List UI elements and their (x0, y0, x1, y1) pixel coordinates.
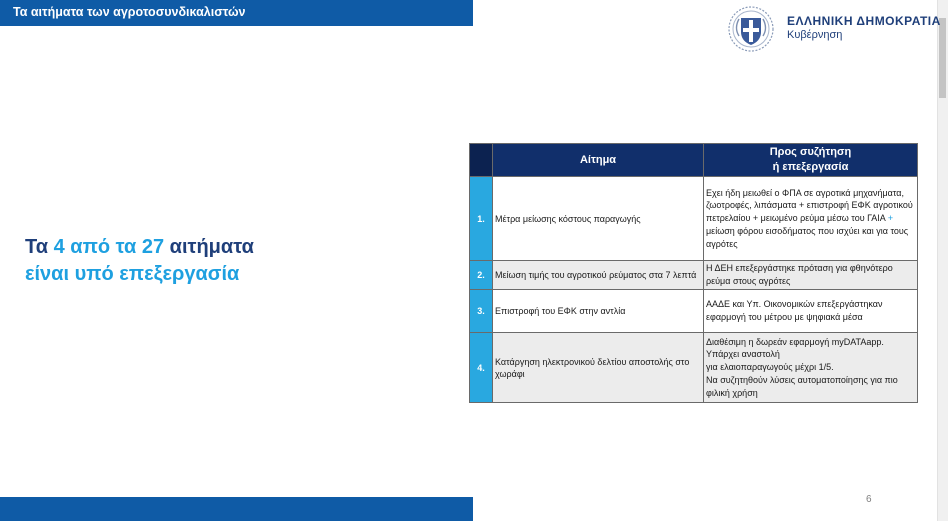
row-status-line: για ελαιοπαραγωγούς μέχρι 1/5. (706, 362, 834, 373)
header-status (704, 144, 918, 177)
page-number: 6 (866, 494, 872, 505)
slide-title: Τα αιτήματα των αγροτοσυνδικαλιστών (13, 5, 246, 19)
row-status-text: μείωση φόρου εισοδήματος που ισχύει και για τους αγρότες (706, 225, 909, 249)
header-status-line-2: ή επεξεργασία (772, 161, 849, 173)
row-status: Η ΔΕΗ επεξεργάστηκε πρόταση για φθηνότερο ρεύμα στους αγρότες (704, 261, 918, 290)
greek-coat-of-arms-icon (728, 6, 774, 52)
logo-subtitle: Κυβέρνηση (787, 29, 843, 41)
header-corner-cell (470, 144, 493, 177)
headline-highlight: 4 από τα 27 (53, 236, 165, 258)
row-status-plus: + (887, 213, 894, 224)
headline-line-2: είναι υπό επεξεργασία (25, 263, 240, 285)
row-request: Μείωση τιμής του αγροτικού ρεύματος στα 7 λεπτά (493, 261, 704, 290)
row-status-text: Εχει ήδη μειωθεί ο ΦΠΑ σε αγροτικά μηχανήματα, ζωοτροφές, λιπάσματα + επιστροφή ΕΦΚ αγροτικού πετρελαίου + μειωμένο ρεύμα μέσω του ΓΑΙΑ (706, 187, 913, 224)
row-status: ΑΑΔΕ και Υπ. Οικονομικών επεξεργάστηκαν εφαρμογή του μέτρου με ψηφιακά μέσα (704, 290, 918, 333)
row-request: Μέτρα μείωσης κόστους παραγωγής (493, 177, 704, 261)
headline (25, 234, 254, 288)
row-request: Κατάργηση ηλεκτρονικού δελτίου αποστολής στο χωράφι (493, 333, 704, 403)
logo-title: ΕΛΛΗΝΙΚΗ ΔΗΜΟΚΡΑΤΙΑ (787, 14, 941, 28)
row-status-line: Διαθέσιμη η δωρεάν εφαρμογή myDATAapp. Υπάρχει αναστολή (706, 336, 884, 360)
row-number: 2. (470, 261, 493, 290)
row-status-line: Να συζητηθούν λύσεις αυτοματοποίησης για πιο φιλική χρήση (706, 374, 898, 398)
headline-text: αιτήματα (164, 236, 254, 258)
row-number: 1. (470, 177, 493, 261)
table-row (470, 290, 918, 333)
table-header-row (470, 144, 918, 177)
table-row (470, 261, 918, 290)
row-number: 4. (470, 333, 493, 403)
title-bar (0, 0, 473, 26)
headline-text: Τα (25, 236, 54, 258)
row-number: 3. (470, 290, 493, 333)
table-row (470, 333, 918, 403)
row-status (704, 333, 918, 403)
row-status (704, 177, 918, 261)
headline-line-1 (25, 234, 254, 261)
footer-bar (0, 497, 473, 521)
header-status-line-1: Προς συζήτηση (769, 146, 852, 158)
requests-table (469, 143, 918, 403)
table-row (470, 177, 918, 261)
header-request: Αίτημα (493, 144, 704, 177)
row-request: Επιστροφή του ΕΦΚ στην αντλία (493, 290, 704, 333)
scrollbar-thumb[interactable] (939, 18, 946, 98)
